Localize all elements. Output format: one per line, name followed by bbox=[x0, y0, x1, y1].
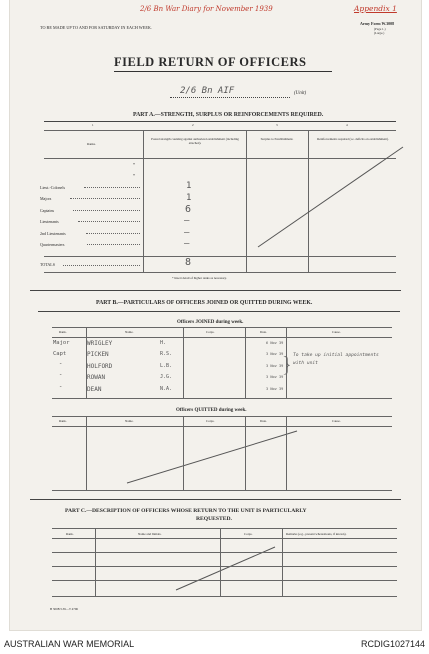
col-date: Date. bbox=[260, 330, 267, 334]
joined-initials: J.G. bbox=[160, 374, 173, 380]
joined-date: 6 Nov 39 bbox=[266, 341, 284, 345]
col-corps: Corps. bbox=[206, 330, 215, 334]
bracket: } bbox=[282, 352, 292, 378]
joined-initials: R.S. bbox=[160, 351, 173, 357]
joined-surname: DEAN bbox=[87, 386, 102, 393]
strength-value: 1 bbox=[186, 181, 192, 191]
header-reinforcements: Reinforcements required (i.e. deficits on establishment). bbox=[317, 137, 389, 141]
part-b-title: PART B.—PARTICULARS OF OFFICERS JOINED OR QUITTED DURING WEEK. bbox=[96, 300, 313, 306]
header-ranks: Ranks. bbox=[87, 142, 96, 146]
footer-left: AUSTRALIAN WAR MEMORIAL bbox=[4, 639, 135, 649]
strength-value: 6 bbox=[185, 204, 192, 215]
joined-title: Officers JOINED during week. bbox=[177, 320, 244, 325]
joined-date: 3 Nov 39 bbox=[266, 352, 284, 356]
print-code: B 3008/3.39—T 4796 bbox=[50, 607, 79, 611]
part-b-rule bbox=[38, 311, 400, 312]
page-number: (Page 1.) bbox=[374, 27, 386, 31]
part-c-grid-divider bbox=[282, 528, 283, 596]
army-form-number: Army Form W.3008 bbox=[360, 21, 395, 26]
joined-initials: H. bbox=[160, 340, 167, 346]
joined-rank: ″ bbox=[59, 374, 63, 380]
col-cause: Cause. bbox=[332, 419, 341, 423]
joined-surname: PICKEN bbox=[87, 351, 109, 358]
c-col-corps: Corps. bbox=[244, 532, 253, 536]
col-number-2: 2 bbox=[192, 123, 194, 127]
handwritten-title: 2/6 Bn War Diary for November 1939 bbox=[140, 5, 273, 13]
quitted-grid-divider bbox=[245, 416, 246, 490]
part-c-grid-line bbox=[52, 580, 397, 581]
totals-label: TOTALS bbox=[40, 262, 55, 267]
joined-grid-top bbox=[52, 327, 392, 328]
page-title: FIELD RETURN OF OFFICERS bbox=[114, 55, 307, 69]
part-a-footnote: * Insert detail of higher ranks as necessary. bbox=[172, 276, 227, 280]
joined-initials: N.A. bbox=[160, 386, 173, 392]
rank-row: 2nd Lieutenants bbox=[40, 231, 66, 236]
joined-cause: To take up initial appointments with unit bbox=[293, 353, 379, 366]
nil-stroke-part-c bbox=[176, 547, 275, 590]
footer-right: RCDIG1027144 bbox=[360, 639, 425, 649]
top-instruction: TO BE MADE UP TO AND FOR SATURDAY IN EACH WEEK. bbox=[40, 25, 152, 30]
quitted-grid-bottom bbox=[52, 490, 392, 491]
quitted-grid-header-line bbox=[52, 426, 392, 427]
col-number-4: 4 bbox=[346, 123, 348, 127]
joined-grid-divider bbox=[245, 327, 246, 398]
part-c-grid-divider bbox=[220, 528, 221, 596]
rank-row: Lieut.-Colonels bbox=[40, 185, 65, 190]
joined-grid-bottom bbox=[52, 398, 392, 399]
joined-rank: ″ bbox=[59, 363, 63, 369]
part-a-separator bbox=[30, 290, 401, 291]
strength-value: – bbox=[184, 216, 190, 226]
rank-row: * bbox=[133, 173, 135, 178]
header-posted-strength: Posted strength counting against authorized establishment (including attached). bbox=[151, 137, 239, 145]
form-sheet bbox=[10, 0, 421, 630]
col-cause: Cause. bbox=[332, 330, 341, 334]
col-date: Date. bbox=[260, 419, 267, 423]
part-c-grid-header-line bbox=[52, 538, 397, 539]
joined-surname: WRIGLEY bbox=[87, 340, 113, 347]
part-c-title-2: REQUESTED. bbox=[196, 516, 232, 522]
joined-date: 3 Nov 39 bbox=[266, 364, 284, 368]
joined-rank: ″ bbox=[59, 386, 63, 392]
rank-row: Captains bbox=[40, 208, 54, 213]
rank-row: Quartermasters bbox=[40, 242, 65, 247]
form-note: (Large.) bbox=[374, 31, 385, 35]
c-col-name: Name and Initials. bbox=[138, 532, 162, 536]
part-c-title: PART C.—DESCRIPTION OF OFFICERS WHOSE RETURN TO THE UNIT IS PARTICULARLY bbox=[65, 508, 307, 514]
part-b-separator bbox=[30, 499, 401, 500]
quitted-grid-divider bbox=[86, 416, 87, 490]
c-col-rank: Rank. bbox=[66, 532, 74, 536]
rank-row: Lieutenants bbox=[40, 219, 59, 224]
part-a-title: PART A.—STRENGTH, SURPLUS OR REINFORCEMENTS REQUIRED. bbox=[133, 112, 324, 118]
joined-rank: Major bbox=[53, 340, 70, 346]
col-corps: Corps. bbox=[206, 419, 215, 423]
part-c-grid-bottom bbox=[52, 596, 397, 597]
archive-footer bbox=[0, 633, 429, 654]
col-number-1: 1 bbox=[92, 123, 94, 127]
unit-value: 2/6 Bn AIF bbox=[180, 86, 235, 96]
nil-stroke-quitted bbox=[127, 431, 297, 483]
c-col-remarks: Remarks (e.g., present whereabouts, if known). bbox=[286, 532, 347, 536]
joined-grid-divider bbox=[183, 327, 184, 398]
rank-row: * bbox=[133, 162, 135, 167]
part-c-grid-line bbox=[52, 552, 397, 553]
quitted-title: Officers QUITTED during week. bbox=[176, 408, 247, 413]
part-c-grid-line bbox=[52, 566, 397, 567]
joined-rank: Capt bbox=[53, 351, 67, 357]
header-surplus: Surplus to Establishment. bbox=[260, 137, 294, 141]
joined-date: 3 Nov 39 bbox=[266, 387, 284, 391]
quitted-grid-divider bbox=[183, 416, 184, 490]
quitted-grid-divider bbox=[286, 416, 287, 490]
col-name: Name. bbox=[125, 330, 134, 334]
col-rank: Rank. bbox=[59, 330, 67, 334]
joined-surname: HOLFORD bbox=[87, 363, 113, 370]
joined-surname: ROWAN bbox=[87, 374, 106, 381]
strength-value: – bbox=[184, 228, 190, 238]
col-name: Name. bbox=[125, 419, 134, 423]
joined-date: 3 Nov 39 bbox=[266, 375, 284, 379]
joined-initials: L.B. bbox=[160, 363, 173, 369]
rank-row: Majors bbox=[40, 196, 52, 201]
joined-grid-header-line bbox=[52, 337, 392, 338]
totals-value: 8 bbox=[185, 257, 192, 268]
appendix-label: Appendix 1 bbox=[354, 4, 397, 13]
strength-value: – bbox=[184, 239, 190, 249]
quitted-grid-top bbox=[52, 416, 392, 417]
nil-stroke-part-a bbox=[258, 147, 403, 247]
strength-value: 1 bbox=[186, 193, 192, 203]
col-number-3: 3 bbox=[276, 123, 278, 127]
part-c-grid-divider bbox=[95, 528, 96, 596]
col-rank: Rank. bbox=[59, 419, 67, 423]
unit-label: (Unit) bbox=[294, 91, 307, 96]
part-c-grid-top bbox=[52, 528, 397, 529]
